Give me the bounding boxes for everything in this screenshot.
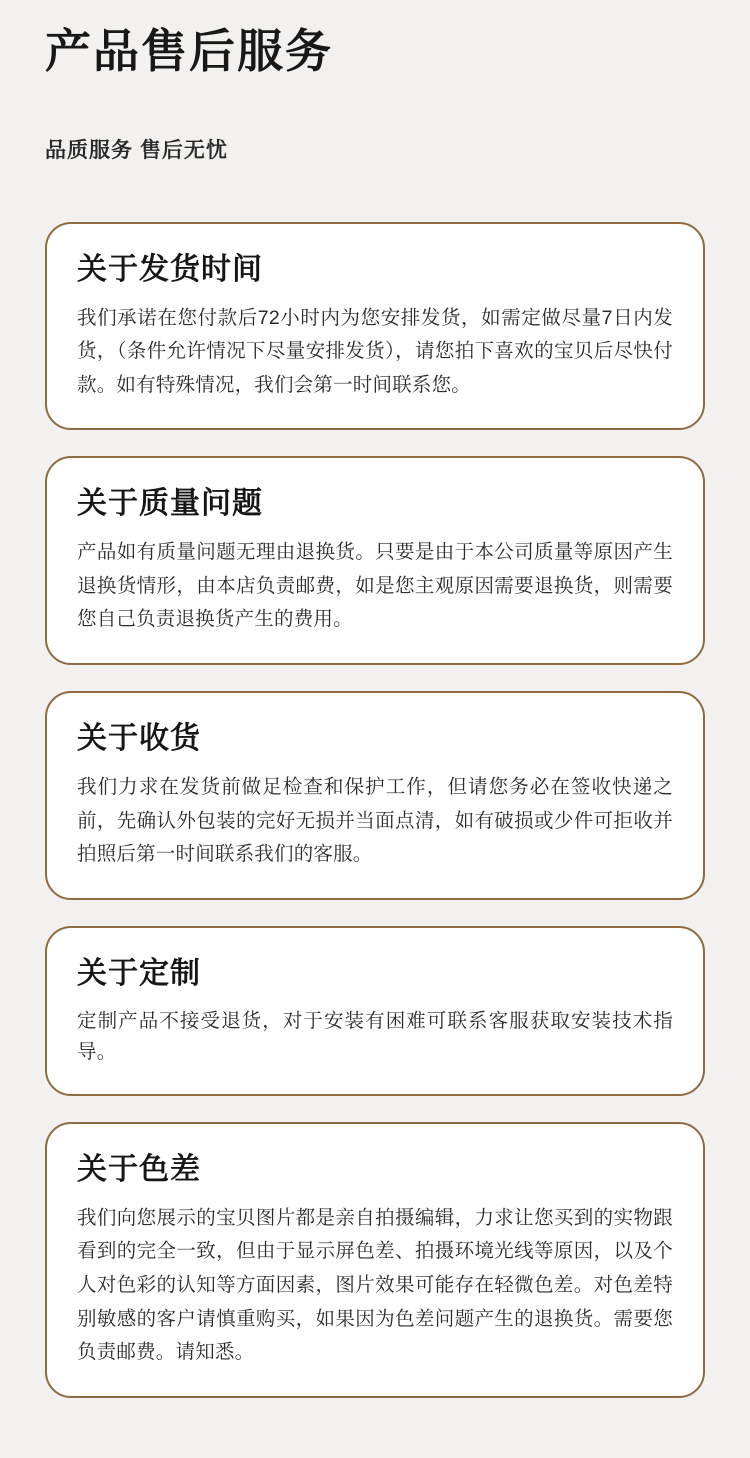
- page-title: 产品售后服务: [45, 25, 333, 77]
- service-card-list: [0, 222, 750, 1398]
- card-body: 我们力求在发货前做足检查和保护工作，但请您务必在签收快递之前，先确认外包装的完好无损并当面点清，如有破损或少件可拒收并拍照后第一时间联系我们的客服。: [77, 775, 673, 866]
- card-title: 关于定制: [77, 956, 201, 990]
- card-body: 产品如有质量问题无理由退换货。只要是由于本公司质量等原因产生退换货情形，由本店负责邮费，如是您主观原因需要退换货，则需要您自己负责退换货产生的费用。: [77, 541, 673, 631]
- card-title: 关于收货: [77, 721, 201, 755]
- service-card-quality: [45, 456, 705, 665]
- service-card-color-difference: [45, 1122, 705, 1398]
- card-body: 我们承诺在您付款后72小时内为您安排发货，如需定做尽量7日内发货，（条件允许情况下尽量安排发货），请您拍下喜欢的宝贝后尽快付款。如有特殊情况，我们会第一时间联系您。: [77, 306, 673, 396]
- card-title: 关于色差: [77, 1152, 201, 1186]
- card-body: 我们向您展示的宝贝图片都是亲自拍摄编辑，力求让您买到的实物跟看到的完全一致，但由于显示屏色差、拍摄环境光线等原因，以及个人对色彩的认知等方面因素，图片效果可能存在轻微色差。对色差特别敏感的客户请慎重购买，如果因为色差问题产生的退换货。需要您负责邮费。请知悉。: [77, 1206, 673, 1364]
- card-title: 关于发货时间: [77, 252, 263, 286]
- card-body: 定制产品不接受退货，对于安装有困难可联系客服获取安装技术指导。: [77, 1009, 673, 1063]
- page-subtitle: 品质服务 售后无忧: [45, 138, 228, 162]
- service-card-shipping-time: [45, 222, 705, 431]
- service-card-receiving: [45, 691, 705, 900]
- service-card-customization: [45, 926, 705, 1096]
- card-title: 关于质量问题: [77, 487, 263, 521]
